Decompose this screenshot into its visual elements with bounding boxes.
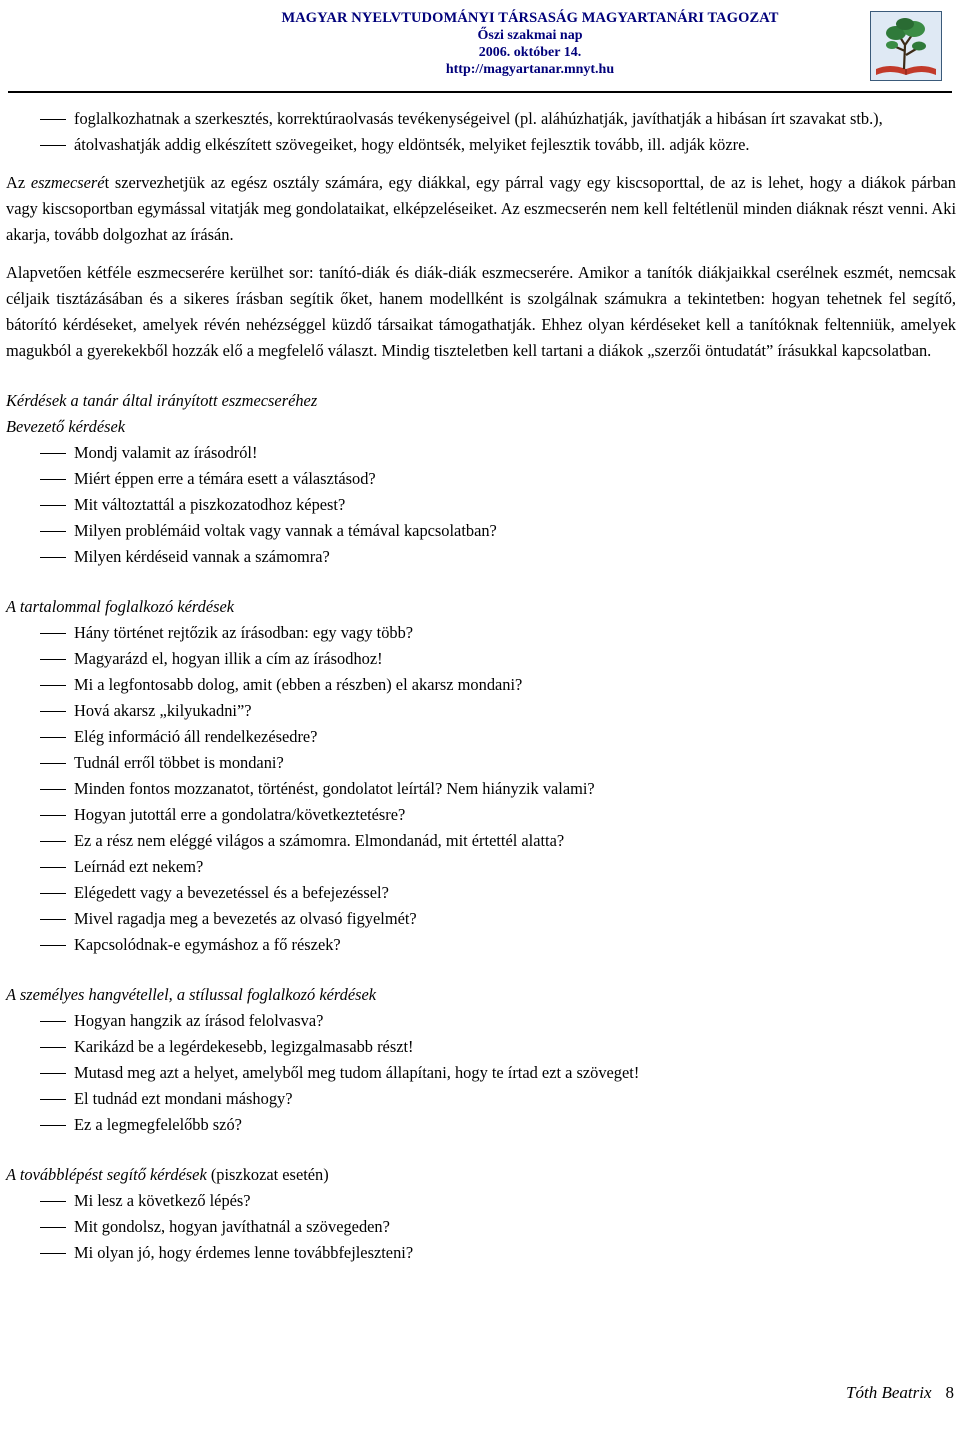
list-item: Hová akarsz „kilyukadni”?	[6, 698, 956, 724]
list-item: foglalkozhatnak a szerkesztés, korrektúraolvasás tevékenységeivel (pl. aláhúzhatják, javíthatják a hibásan írt szavakat stb.),	[6, 106, 956, 132]
section-title: Kérdések a tanár által irányított eszmecseréhez	[6, 391, 318, 410]
page-footer	[846, 1383, 954, 1403]
section-heading-title: A személyes hangvétellel, a stílussal foglalkozó kérdések	[6, 985, 377, 1004]
paragraph-eszmecsere	[6, 170, 956, 248]
list-item: El tudnád ezt mondani máshogy?	[6, 1086, 956, 1112]
header-event: Őszi szakmai nap	[477, 28, 583, 43]
header-organization: MAGYAR NYELVTUDOMÁNYI TÁRSASÁG MAGYARTANÁRI TAGOZAT	[281, 10, 779, 26]
question-sections	[6, 414, 956, 1266]
section-heading-title: A tartalommal foglalkozó kérdések	[6, 597, 235, 616]
para1-emphasis: eszmecseré	[30, 173, 105, 192]
list-item: Miért éppen erre a témára esett a választásod?	[6, 466, 956, 492]
header-url[interactable]: http://magyartanar.mnyt.hu	[445, 62, 615, 77]
header-date: 2006. október 14.	[478, 45, 582, 60]
list-item: Ez a legmegfelelőbb szó?	[6, 1112, 956, 1138]
section-heading	[6, 414, 956, 440]
section-heading	[6, 1162, 956, 1188]
list-item: Mivel ragadja meg a bevezetés az olvasó figyelmét?	[6, 906, 956, 932]
page-header	[0, 0, 960, 96]
list-item: Milyen kérdéseid vannak a számomra?	[6, 544, 956, 570]
section-heading	[6, 594, 956, 620]
list-item: Elégedett vagy a bevezetéssel és a befejezéssel?	[6, 880, 956, 906]
section-heading-suffix: (piszkozat esetén)	[206, 1165, 329, 1184]
list-item: Karikázd be a legérdekesebb, legizgalmasabb részt!	[6, 1034, 956, 1060]
list-item: Milyen problémáid voltak vagy vannak a témával kapcsolatban?	[6, 518, 956, 544]
para1-prefix: Az	[6, 173, 31, 192]
header-rule	[8, 91, 952, 93]
list-item: Ez a rész nem eléggé világos a számomra. Elmondanád, mit értettél alatta?	[6, 828, 956, 854]
page-number: 8	[945, 1383, 954, 1402]
list-item: Tudnál erről többet is mondani?	[6, 750, 956, 776]
list-item: Magyarázd el, hogyan illik a cím az írásodhoz!	[6, 646, 956, 672]
tree-book-logo-icon	[870, 11, 942, 81]
list-item: Mit gondolsz, hogyan javíthatnál a szövegeden?	[6, 1214, 956, 1240]
section-heading-title: Bevezető kérdések	[6, 417, 126, 436]
list-item: Mondj valamit az írásodról!	[6, 440, 956, 466]
list-item: átolvashatják addig elkészített szövegeiket, hogy eldöntsék, melyiket fejlesztik tovább, ill. adják közre.	[6, 132, 956, 158]
list-item: Elég információ áll rendelkezésedre?	[6, 724, 956, 750]
section-heading-title: A továbblépést segítő kérdések	[6, 1165, 207, 1184]
section-heading	[6, 982, 956, 1008]
footer-author: Tóth Beatrix	[846, 1383, 932, 1402]
list-item: Hogyan hangzik az írásod felolvasva?	[6, 1008, 956, 1034]
list-item: Mutasd meg azt a helyet, amelyből meg tudom állapítani, hogy te írtad ezt a szöveget!	[6, 1060, 956, 1086]
list-item: Minden fontos mozzanatot, történést, gondolatot leírtál? Nem hiányzik valami?	[6, 776, 956, 802]
list-item: Hány történet rejtőzik az írásodban: egy vagy több?	[6, 620, 956, 646]
document-body	[6, 106, 956, 1266]
paragraph-alapvetoen: Alapvetően kétféle eszmecserére kerülhet sor: tanító-diák és diák-diák eszmecserére. Amikor a tanítók diákjaikkal cserélnek eszmét, nemcsak céljaik tisztázásában és a sikeres írásban segítik őket, hanem modellként is szolgálnak számukra a tekintetben: hogyan tehetnek fel segítő, bátorító kérdéseket, amelyek révén nehézséggel küzdő társaikat támogathatják. Ehhez olyan kérdéseket kell a tanítóknak feltenniük, amelyek magukból a gyerekekből hozzák elő a megfelelő választ. Mindig tiszteletben kell tartani a diákok „szerzői öntudatát” írásukkal kapcsolatban.	[6, 263, 956, 360]
list-item: Mi lesz a következő lépés?	[6, 1188, 956, 1214]
list-item: Mi olyan jó, hogy érdemes lenne továbbfejleszteni?	[6, 1240, 956, 1266]
list-item: Leírnád ezt nekem?	[6, 854, 956, 880]
list-item: Kapcsolódnak-e egymáshoz a fő részek?	[6, 932, 956, 958]
para1-rest: t szervezhetjük az egész osztály számára, egy diákkal, egy párral vagy egy kiscsoporttal, de az is lehet, hogy a diákok párban vagy kiscsoportban egymással vitatják meg gondolataikat, elképzeléseiket. Az eszmecserén nem kell feltétlenül minden diáknak részt venni. Aki akarja, tovább dolgozhat az írásán.	[6, 173, 956, 244]
list-item: Mit változtattál a piszkozatodhoz képest?	[6, 492, 956, 518]
list-item: Hogyan jutottál erre a gondolatra/következtetésre?	[6, 802, 956, 828]
header-text	[200, 10, 860, 78]
list-item: Mi a legfontosabb dolog, amit (ebben a részben) el akarsz mondani?	[6, 672, 956, 698]
